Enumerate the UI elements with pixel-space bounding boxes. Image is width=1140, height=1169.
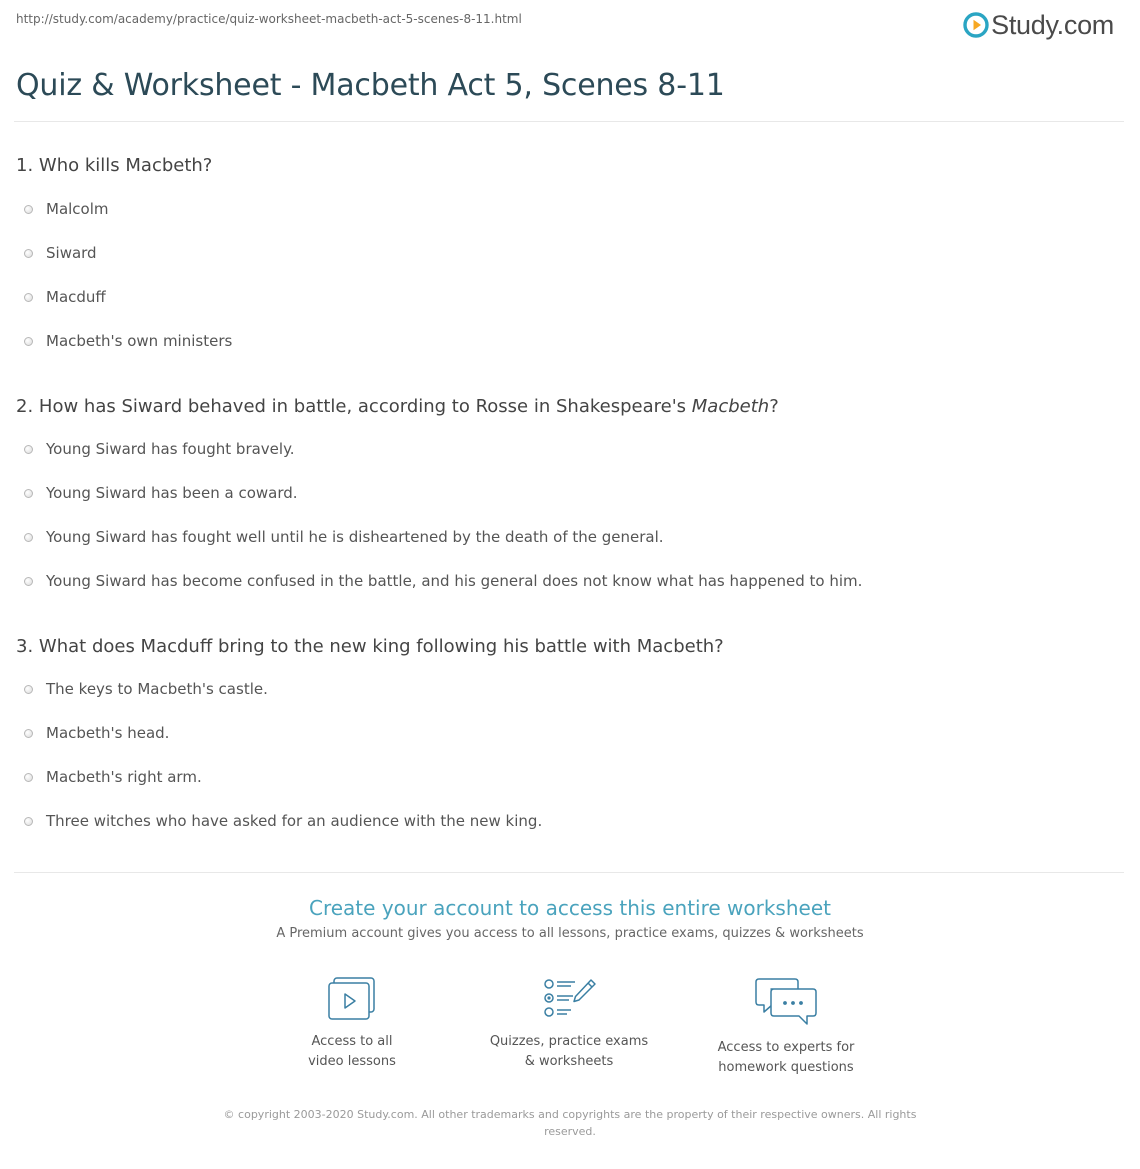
question-1: 1. Who kills Macbeth? xyxy=(16,155,213,176)
divider xyxy=(14,872,1124,873)
answer-option[interactable] xyxy=(24,332,232,350)
feature-video-lessons xyxy=(262,976,442,1072)
answer-option[interactable] xyxy=(24,768,202,786)
page-title: Quiz & Worksheet - Macbeth Act 5, Scenes 8-11 xyxy=(16,68,725,103)
answer-option[interactable] xyxy=(24,244,97,262)
radio-button[interactable] xyxy=(24,729,33,738)
radio-button[interactable] xyxy=(24,577,33,586)
answer-text: The keys to Macbeth's castle. xyxy=(46,680,268,698)
answer-text: Macbeth's own ministers xyxy=(46,332,233,350)
study-logo[interactable] xyxy=(963,8,1114,42)
answer-text: Young Siward has become confused in the battle, and his general does not know what has happened to him. xyxy=(46,572,863,590)
chat-bubbles-icon xyxy=(754,976,818,1028)
answer-text: Young Siward has fought well until he is disheartened by the death of the general. xyxy=(46,528,664,546)
answer-option[interactable] xyxy=(24,440,295,458)
answer-option[interactable] xyxy=(24,200,109,218)
radio-button[interactable] xyxy=(24,337,33,346)
answer-text: Young Siward has fought bravely. xyxy=(46,440,295,458)
answer-option[interactable] xyxy=(24,724,169,742)
radio-button[interactable] xyxy=(24,445,33,454)
radio-button[interactable] xyxy=(24,533,33,542)
answer-text: Macduff xyxy=(46,288,106,306)
page-url: http://study.com/academy/practice/quiz-worksheet-macbeth-act-5-scenes-8-11.html xyxy=(16,12,522,26)
answer-option[interactable] xyxy=(24,528,664,546)
cta-subtitle: A Premium account gives you access to all lessons, practice exams, quizzes & worksheets xyxy=(276,926,864,941)
radio-button[interactable] xyxy=(24,817,33,826)
feature-label: Access to experts for homework questions xyxy=(717,1040,855,1075)
radio-button[interactable] xyxy=(24,293,33,302)
feature-experts xyxy=(696,976,876,1078)
answer-option[interactable] xyxy=(24,484,298,502)
answer-text: Malcolm xyxy=(46,200,109,218)
copyright-notice: © copyright 2003-2020 Study.com. All other trademarks and copyrights are the property of their respective owners. All rights reserved. xyxy=(223,1108,917,1138)
question-2: 2. How has Siward behaved in battle, according to Rosse in Shakespeare's Macbeth? xyxy=(16,396,779,417)
video-lessons-icon xyxy=(326,976,378,1022)
answer-option[interactable] xyxy=(24,572,862,590)
feature-label: Quizzes, practice exams & worksheets xyxy=(489,1034,649,1069)
answer-text: Macbeth's head. xyxy=(46,724,170,742)
answer-option[interactable] xyxy=(24,680,268,698)
quiz-checklist-icon xyxy=(541,976,597,1022)
logo-text: Study.com xyxy=(991,9,1114,40)
radio-button[interactable] xyxy=(24,685,33,694)
answer-text: Macbeth's right arm. xyxy=(46,768,202,786)
feature-label: Access to all video lessons xyxy=(308,1034,396,1069)
divider xyxy=(14,121,1124,122)
play-circle-icon xyxy=(963,12,989,38)
radio-button[interactable] xyxy=(24,489,33,498)
radio-button[interactable] xyxy=(24,249,33,258)
radio-button[interactable] xyxy=(24,205,33,214)
question-3: 3. What does Macduff bring to the new king following his battle with Macbeth? xyxy=(16,636,724,657)
feature-quizzes xyxy=(479,976,659,1072)
create-account-link[interactable]: Create your account to access this entire worksheet xyxy=(309,896,831,920)
radio-button[interactable] xyxy=(24,773,33,782)
answer-text: Young Siward has been a coward. xyxy=(46,484,298,502)
answer-option[interactable] xyxy=(24,812,542,830)
answer-text: Siward xyxy=(46,244,97,262)
answer-option[interactable] xyxy=(24,288,106,306)
answer-text: Three witches who have asked for an audience with the new king. xyxy=(46,812,543,830)
